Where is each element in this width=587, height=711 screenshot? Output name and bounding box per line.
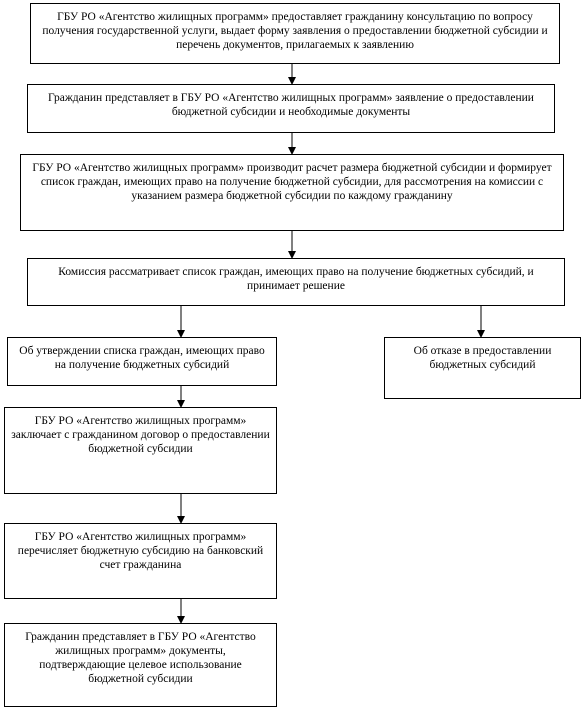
decision-refusal-text: Об отказе в предоставлении бюджетных субсидий [413,345,552,371]
step-application-box [27,84,555,133]
step-contract-box [4,407,277,494]
step-transfer-box [4,523,277,599]
step-transfer-text: ГБУ РО «Агентство жилищных программ» перечисляет бюджетную субсидию на банковский счет гражданина [17,531,264,571]
decision-approval-box [7,337,277,386]
step-commission-text: Комиссия рассматривает список граждан, имеющих право на получение бюджетных субсидий, и принимает решение [58,266,534,292]
step-consultation-box [30,3,560,64]
decision-refusal-box [384,337,581,399]
step-report-text: Гражданин представляет в ГБУ РО «Агентство жилищных программ» документы, подтверждающие целевое использование бюджетной субсидии [25,631,256,685]
decision-approval-text: Об утверждении списка граждан, имеющих право на получение бюджетных субсидий [19,345,265,371]
step-calculation-text: ГБУ РО «Агентство жилищных программ» производит расчет размера бюджетной субсидии и формирует список граждан, имеющих право на получение бюджетной субсидии, для рассмотрения на комиссии с указанием размера бюджетной субсидии по каждому гражданину [32,162,552,202]
step-commission-box [27,258,565,306]
step-contract-text: ГБУ РО «Агентство жилищных программ» заключает с гражданином договор о предоставлении бюджетной субсидии [11,415,270,455]
step-consultation-text: ГБУ РО «Агентство жилищных программ» предоставляет гражданину консультацию по вопросу получения государственной услуги, выдает форму заявления о предоставлении бюджетной субсидии и перечень документов, прилагаемых к заявлению [42,11,548,51]
step-application-text: Гражданин представляет в ГБУ РО «Агентство жилищных программ» заявление о предоставлении бюджетной субсидии и необходимые документы [48,92,534,118]
step-report-box [4,623,277,707]
step-calculation-box [20,154,564,231]
